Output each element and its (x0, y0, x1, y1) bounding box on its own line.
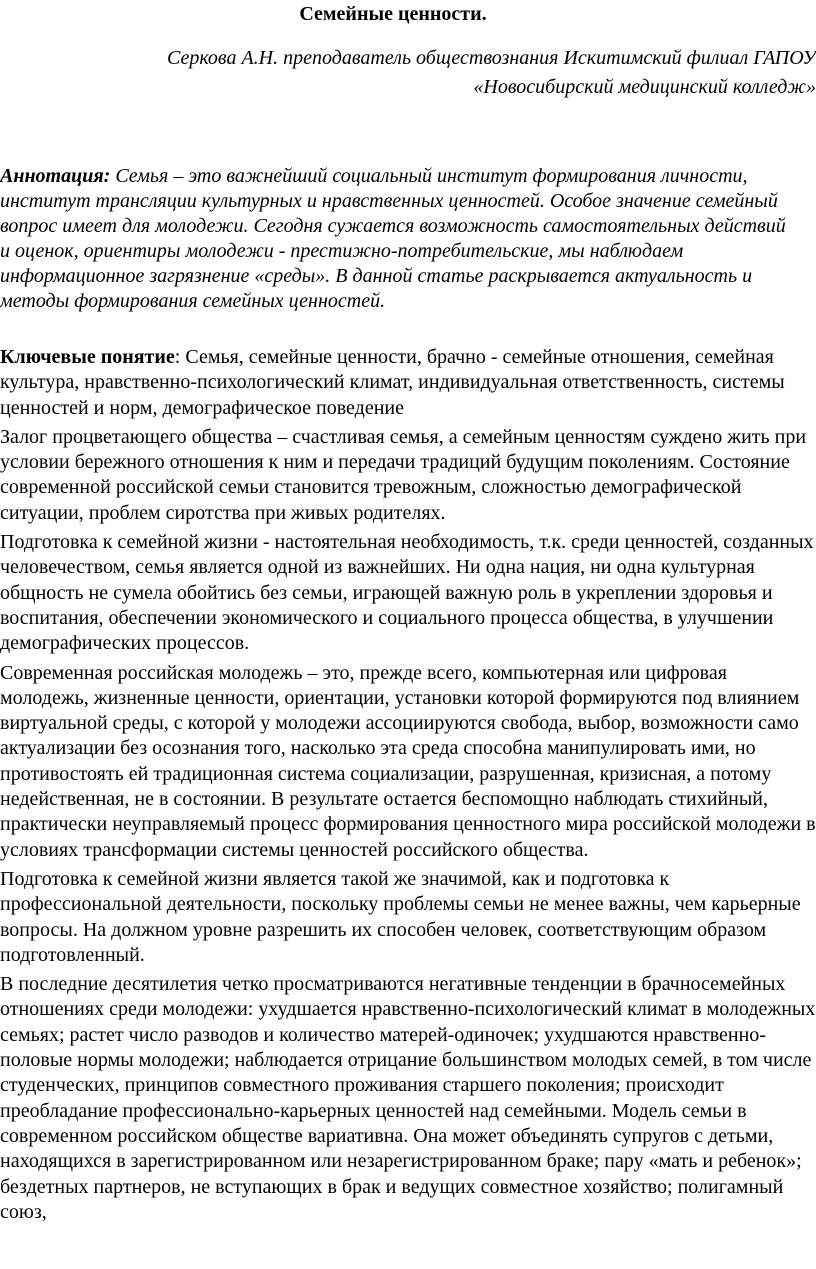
body-paragraph: Залог процветающего общества – счастливая семья, а семейным ценностям суждено жить при условии бережного отношения к ним и передачи традиций будущим поколениям. Состояние современной российской семьи становится тревожным, сложностью демографической ситуации, проблем сиротства при живых родителях. (0, 425, 807, 524)
abstract-label: Аннотация: (0, 165, 111, 187)
keywords-paragraph (0, 345, 816, 421)
abstract-text: Семья – это важнейший социальный институт формирования личности, институт трансляции культурных и нравственных ценностей. Особое значение семейный вопрос имеет для молодежи. Сегодня сужается возможность самостоятельных действий и оценок, ориентиры молодежи - престижно-потребительские, мы наблюдаем информационное загрязнение «среды». В данной статье раскрывается актуальность и методы формирования семейных ценностей. (0, 165, 786, 312)
document-title: Семейные ценности. (299, 3, 487, 25)
abstract (0, 164, 800, 314)
keywords-label: Ключевые понятие (0, 346, 175, 368)
body-paragraph: Подготовка к семейной жизни является такой же значимой, как и подготовка к профессиональной деятельности, поскольку проблемы семьи не менее важны, чем карьерные вопросы. На должном уровне разрешить их способен человек, соответствующим образом подготовленный. (0, 867, 801, 966)
author-line-2: «Новосибирский медицинский колледж» (473, 76, 816, 98)
keywords-text: : Семья, семейные ценности, брачно - семейные отношения, семейная культура, нравственно-психологический климат, индивидуальная ответственность, системы ценностей и норм, демографическое поведение (0, 346, 785, 419)
body-paragraph: Подготовка к семейной жизни - настоятельная необходимость, т.к. среди ценностей, созданных человечеством, семья является одной из важнейших. Ни одна нация, ни одна культурная общность не сумела обойтись без семьи, играющей важную роль в укреплении здоровья и воспитания, обеспечении экономического и социального процесса общества, в улучшении демографических процессов. (0, 531, 814, 655)
document-body (0, 345, 816, 1229)
body-paragraph: В последние десятилетия четко просматриваются негативные тенденции в брачносемейных отношениях среди молодежи: ухудшается нравственно-психологический климат в молодежных семьях; растет число разводов и количество матерей-одиночек; ухудшаются нравственно-половые нормы молодежи; наблюдается отрицание большинством молодых семей, в том числе студенческих, принципов совместного проживания старшего поколения; происходит преобладание профессионально-карьерных ценностей над семейными. Модель семьи в современном российском обществе вариативна. Она может объединять супругов с детьми, находящихся в зарегистрированном или незарегистрированном браке; пару «мать и ребенок»; бездетных партнеров, не вступающих в брак и ведущих совместное хозяйство; полигамный союз, (0, 973, 816, 1223)
body-paragraph: Современная российская молодежь – это, прежде всего, компьютерная или цифровая молодежь, жизненные ценности, ориентации, установки которой формируются под влиянием виртуальной среды, с которой у молодежи ассоциируются свобода, выбор, возможности само актуализации без осознания того, насколько эта среда способна манипулировать ими, но противостоять ей традиционная система социализации, разрушенная, кризисная, а потому недейственная, не в состоянии. В результате остается беспомощно наблюдать стихийный, практически неуправляемый процесс формирования ценностного мира российской молодежи в условиях трансформации системы ценностей российского общества. (0, 661, 816, 861)
author-line-1: Серкова А.Н. преподаватель обществознания Искитимский филиал ГАПОУ (166, 47, 816, 69)
author-block (96, 44, 816, 102)
